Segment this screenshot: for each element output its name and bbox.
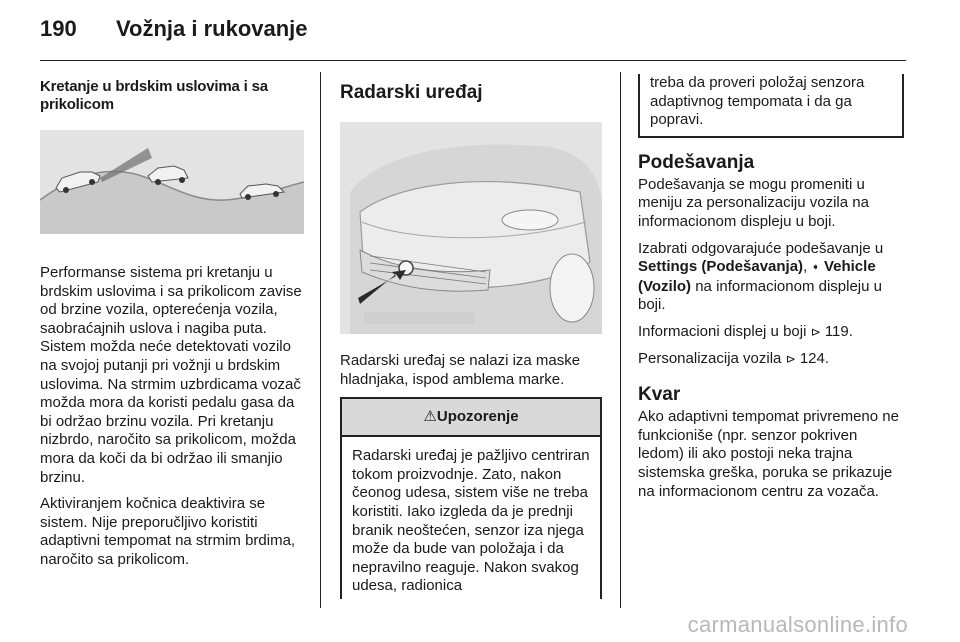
- warning-box: [340, 397, 602, 599]
- warning-triangle-icon: ⚠: [423, 408, 437, 426]
- warning-text: Radarski uređaj je pažljivo centriran tokom proizvodnje. Zato, nakon čeonog udesa, sistem više ne treba koristiti. Iako izgleda da je prednji branik neoštećen, senzor iza njega može da bude van položaja i da nepravilno reaguje. Nakon svakog udesa, radionica: [352, 447, 590, 595]
- arrow-right-icon: ➧: [811, 262, 820, 274]
- reference-page: 124.: [799, 349, 830, 367]
- column-divider: [320, 72, 321, 608]
- body-paragraph: Radarski uređaj se nalazi iza maske hladnjaka, ispod amblema marke.: [340, 352, 581, 388]
- warning-header: [342, 399, 600, 437]
- column-divider: [620, 72, 621, 608]
- cross-reference: [638, 323, 904, 342]
- body-paragraph: Ako adaptivni tempomat privremeno ne funkcioniše (npr. senzor pokriven ledom) ili ako postoji neka trajna sistemska greška, poruka se prikazuje na informacionom centru za vozača.: [638, 408, 899, 500]
- settings-instruction: [638, 240, 904, 315]
- watermark: carmanualsonline.info: [687, 612, 908, 637]
- text-fragment: ,: [803, 258, 808, 276]
- section-heading-fault: Kvar: [638, 384, 681, 406]
- radar-location-illustration: [340, 122, 602, 334]
- warning-box-continued: [638, 74, 904, 138]
- reference-text: Informacioni displej u boji: [638, 322, 807, 340]
- body-paragraph: Performanse sistema pri kretanju u brdskim uslovima i sa prikolicom zavise od brzine vozila, opterećenja vozila, saobraćajnih uslova i nagiba puta. Sistem možda neće detektovati vozilo na svojoj putanji pri vožnji u brdskim uslovima. Na strmim uzbrdicama vozač možda mora da koristi pedalu gasa da bi održao brzinu vozila. Pri kretanju nizbrdo, naročito sa prikolicom, možda mora da koči da bi održao ili smanjio brzinu.: [40, 264, 302, 486]
- text-fragment: na informacionom displeju u boji.: [638, 277, 882, 314]
- menu-label-settings: Settings (Podešavanja): [638, 258, 804, 276]
- menu-label-vehicle: Vehicle (Vozilo): [638, 258, 876, 295]
- text-fragment: Izabrati odgovarajuće podešavanje u: [638, 239, 884, 257]
- column-right: [638, 70, 904, 509]
- reference-arrow-icon: ⊳: [785, 351, 796, 366]
- reference-page: 119.: [824, 322, 853, 340]
- reference-arrow-icon: ⊳: [810, 324, 821, 339]
- hill-cars-image: [40, 130, 304, 234]
- warning-text-continued: treba da proveri položaj senzora adaptivnog tempomata i da ga popravi.: [650, 74, 865, 129]
- warning-title: Upozorenje: [436, 408, 519, 426]
- cross-reference: [638, 350, 904, 369]
- header-rule: [40, 60, 906, 61]
- body-paragraph: Aktiviranjem kočnica deaktivira se sistem. Nije preporučljivo koristiti adaptivni tempomat na strmim brdima, naročito sa prikolicom.: [40, 495, 296, 568]
- page-number: 190: [40, 16, 77, 41]
- body-paragraph: Podešavanja se mogu promeniti u meniju za personalizaciju vozila na informacionom displeju u boji.: [638, 175, 869, 230]
- section-heading-settings: Podešavanja: [638, 151, 755, 173]
- reference-text: Personalizacija vozila: [638, 349, 782, 367]
- column-left: [40, 70, 304, 578]
- car-front-image: [340, 122, 602, 334]
- section-heading: Radarski uređaj: [340, 82, 483, 103]
- hill-driving-illustration: [40, 130, 304, 234]
- column-middle: [340, 70, 602, 599]
- chapter-title: Vožnja i rukovanje: [116, 16, 308, 41]
- section-subheading: Kretanje u brdskim uslovima i sa prikolicom: [40, 78, 268, 113]
